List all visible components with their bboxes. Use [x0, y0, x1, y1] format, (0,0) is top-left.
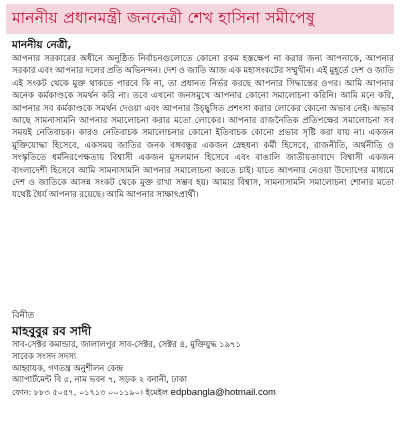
letter-body: আপনার সরকারের অধীনে অনুষ্ঠিত নির্বাচনগুলোতে কোনো রকম হস্তক্ষেপ না করার জন্য আপনাকে, আপনার সরকার এবং আপনার দলের প্রতি অভিনন্দন। দেশ ও জাতি আজ এক মহাসংকটের সম্মুখীন। এই মুহূর্তে দেশ ও জাতি এই সংকট থেকে মুক্ত থাকতে পারবে কি না, তা প্রধানত নির্ভর করছে আপনার সিদ্ধান্তের ওপর। আমি আপনার অনেক কর্মকাণ্ডকে সমর্থন করি না। তবে এখনো জনসমুখে আপনার কোনো সমালোচনা করিনি। আমি মনে করি, আপনার সব কর্মকাণ্ডকে সমর্থন দেওয়া এবং আপনার উচ্ছ্বসিত প্রশংসা করার লোকের কোনো অভাব নেই। অভাব আছে সামনাসামনি আপনার সমালোচনা করার মতো লোকের। আপনার রাজনৈতিক প্রতিপক্ষের সমালোচনা সব সময়ই নেতিবাচক। কারও নেতিবাচক সমালোচনার কোনো ইতিবাচক কোনো প্রভাব সৃষ্টি করা যায় না। একজন মুক্তিযোদ্ধা হিসেবে, একসময় জাতির জনক বঙ্গবন্ধুর একজন স্নেহধন্য কর্মী হিসেবে, রাজনীতি, অর্থনীতি ও সংস্কৃতিতে ধর্মনিরপেক্ষতায় বিশ্বাসী একজন মুসলমান হিসেবে এবং বাঙালি জাতীয়তাবাদে বিশ্বাসী একজন বাংলাদেশী হিসেবে আমি সামনাসামনি আপনার সমালোচনা করতে চাই। যাতে আপনার নেওয়া উদ্যোগের মাধ্যমে দেশ ও জাতিকে আসন্ন সংকট থেকে মুক্ত রাখা সম্ভব হয়। আমার বিশ্বাস, সামনাসামনি সমালোচনা শোনার মতো যথেষ্ট ধৈর্য আপনার রয়েছে। আমি আপনার সাক্ষাৎপ্রার্থী। — [12, 54, 394, 201]
page-title: মাননীয় প্রধানমন্ত্রী জননেত্রী শেখ হাসিনা সমীপেষু — [12, 9, 315, 27]
signer-organization: আহ্বায়ক, গণতন্ত্র অনুশীলন কেন্দ্র — [12, 362, 123, 373]
signer-position: সাব-সেক্টর কমান্ডার, জালালপুর সাব-সেক্টর, সেক্টর ৪, মুক্তিযুদ্ধ ১৯৭১ — [12, 339, 241, 349]
letter-page — [0, 4, 400, 424]
phone-text: ফোন: ৮৮৩ ৫০৫৭, ০১৭১৩ ০০১১৯০। ইমেইল — [12, 387, 169, 398]
signer-address: অ্যাপার্টমেন্ট বি ৫, নাম ভবন ৭, সড়ক ২ বনানী, ঢাকা — [12, 374, 188, 385]
signer-name: মাহবুবুর রব সাদী — [12, 324, 92, 338]
title-band — [6, 4, 394, 34]
salutation: মাননীয় নেত্রী, — [12, 39, 72, 51]
signature-block — [12, 310, 394, 399]
signer-former-role: সাবেক সংসদ সদস্য — [12, 350, 77, 361]
email-text: edpbangla@hotmail.com — [170, 387, 276, 399]
contact-line — [12, 386, 394, 399]
closing-word: বিনীত — [12, 311, 35, 321]
